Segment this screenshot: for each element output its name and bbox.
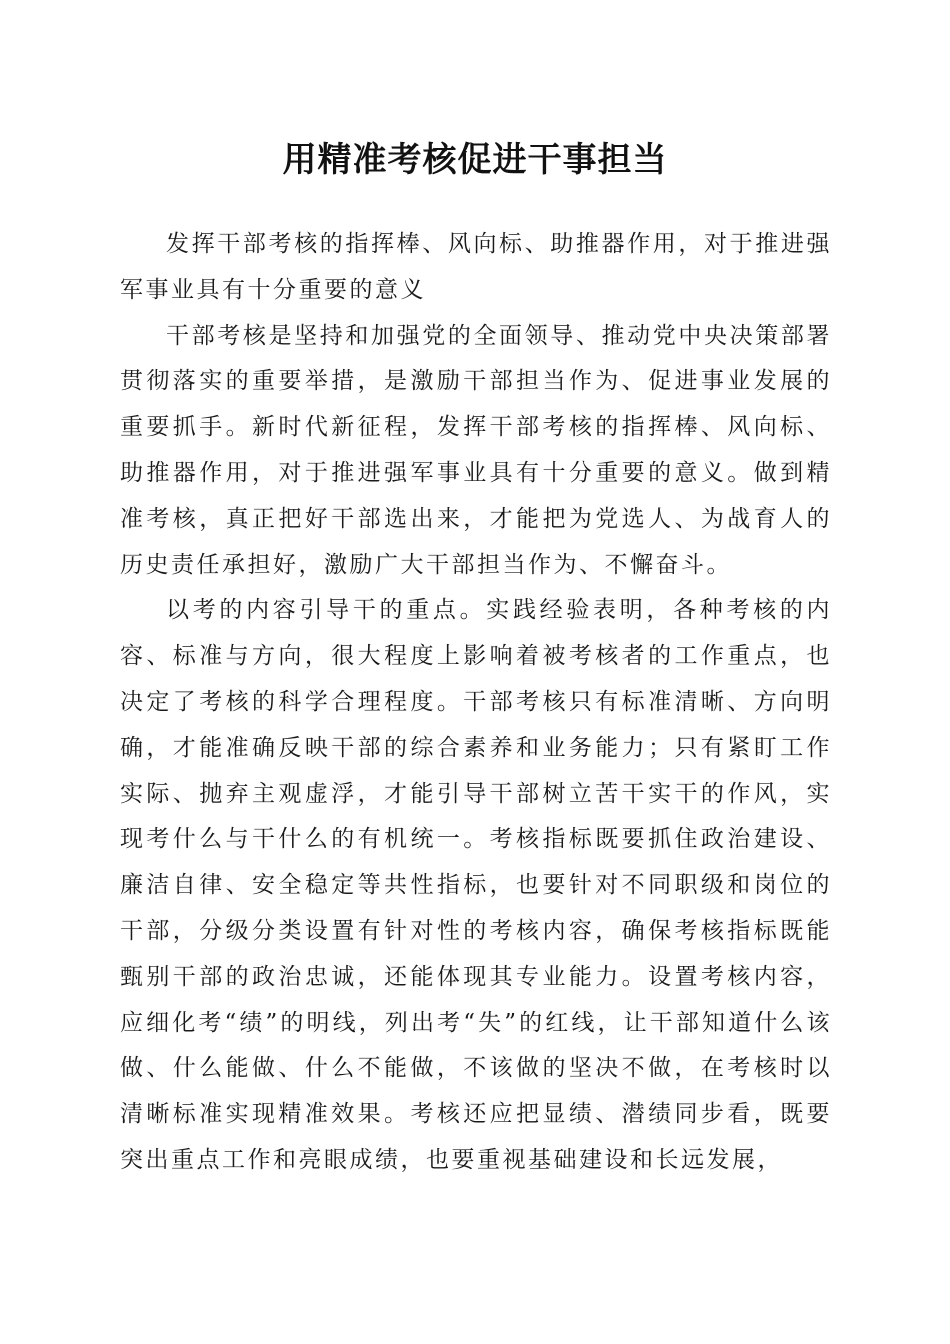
paragraph-subtitle: 发挥干部考核的指挥棒、风向标、助推器作用，对于推进强军事业具有十分重要的意义	[120, 231, 832, 303]
paragraph-intro: 干部考核是坚持和加强党的全面领导、推动党中央决策部署贯彻落实的重要举措，是激励干部担当作为、促进事业发展的重要抓手。新时代新征程，发挥干部考核的指挥棒、风向标、助推器作用，对于推进强军事业具有十分重要的意义。做到精准考核，真正把好干部选出来，才能把为党选人、为战育人的历史责任承担好，激励广大干部担当作为、不懈奋斗。	[120, 322, 832, 578]
document-body	[120, 222, 832, 1184]
document-title: 用精准考核促进干事担当	[282, 140, 668, 180]
paragraph-content-guidance: 以考的内容引导干的重点。实践经验表明，各种考核的内容、标准与方向，很大程度上影响着被考核者的工作重点，也决定了考核的科学合理程度。干部考核只有标准清晰、方向明确，才能准确反映干部的综合素养和业务能力；只有紧盯工作实际、抛弃主观虚浮，才能引导干部树立苦干实干的作风，实现考什么与干什么的有机统一。考核指标既要抓住政治建设、廉洁自律、安全稳定等共性指标，也要针对不同职级和岗位的干部，分级分类设置有针对性的考核内容，确保考核指标既能甄别干部的政治忠诚，还能体现其专业能力。设置考核内容，应细化考“绩”的明线，列出考“失”的红线，让干部知道什么该做、什么能做、什么不能做，不该做的坚决不做，在考核时以清晰标准实现精准效果。考核还应把显绩、潜绩同步看，既要突出重点工作和亮眼成绩，也要重视基础建设和长远发展，	[120, 597, 832, 1173]
